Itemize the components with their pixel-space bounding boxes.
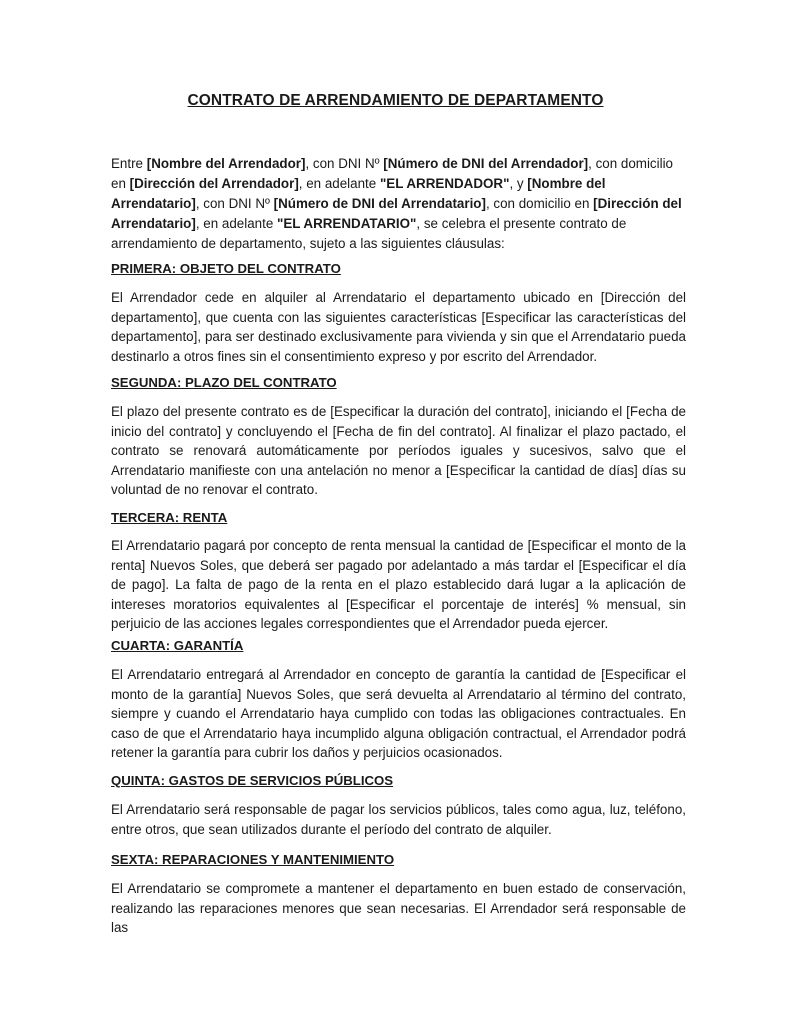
clause-text-quinta: El Arrendatario será responsable de pagar los servicios públicos, tales como agua, luz, teléfono, entre otros, que sean utilizados durante el período del contrato de alquiler. [111,802,686,837]
arrendatario-address-placeholder: [Dirección del Arrendatario] [111,196,682,231]
arrendador-address-placeholder: [Dirección del Arrendador] [129,176,299,191]
intro-text: , en adelante [298,176,380,191]
intro-text: , con domicilio en [111,156,673,191]
intro-text: , en adelante [195,216,277,231]
arrendatario-name-placeholder: [Nombre del Arrendatario] [111,176,606,211]
intro-text: , con DNI Nº [195,196,274,211]
arrendador-dni-placeholder: [Número de DNI del Arrendador] [383,156,589,171]
arrendador-alias: "EL ARRENDADOR" [379,176,510,191]
clause-text-segunda: El plazo del presente contrato es de [Especificar la duración del contrato], iniciando el [Fecha de inicio del contrato] y concluyendo el [Fecha de fin del contrato]. Al finalizar el plazo pactado, el contrato se renovará automáticamente por períodos iguales y sucesivos, salvo que el Arrendatario manifieste con una antelación no menor a [Especificar la cantidad de días] días su voluntad de no renovar el contrato. [111,404,686,498]
clause-heading-primera: PRIMERA: OBJETO DEL CONTRATO [111,261,341,276]
clause-text-sexta: El Arrendatario se compromete a mantener el departamento en buen estado de conservación, realizando las reparaciones menores que sean necesarias. El Arrendador será responsable de las [111,881,686,936]
clause-text-tercera: El Arrendatario pagará por concepto de renta mensual la cantidad de [Especificar el monto de la renta] Nuevos Soles, que deberá ser pagado por adelantado a más tardar el [Especificar el día de pago]. La falta de pago de la renta en el plazo establecido dará lugar a la aplicación de intereses moratorios equivalentes al [Especificar el porcentaje de interés] % mensual, sin perjuicio de las acciones legales correspondientes que el Arrendador pueda ejercer. [111,538,686,632]
intro-paragraph [111,154,687,254]
clause-heading-cuarta: CUARTA: GARANTÍA [111,638,244,653]
clause-text-cuarta: El Arrendatario entregará al Arrendador en concepto de garantía la cantidad de [Especificar el monto de la garantía] Nuevos Soles, que será devuelta al Arrendatario al término del contrato, siempre y cuando el Arrendatario haya cumplido con todas las obligaciones contractuales. En caso de que el Arrendatario haya incumplido alguna obligación contractual, el Arrendador podrá retener la garantía para cubrir los daños y perjuicios ocasionados. [111,667,686,761]
intro-text: , con DNI Nº [305,156,384,171]
arrendatario-alias: "EL ARRENDATARIO" [276,216,417,231]
intro-text: Entre [111,156,147,171]
document-title: CONTRATO DE ARRENDAMIENTO DE DEPARTAMENTO [187,92,604,109]
clause-heading-segunda: SEGUNDA: PLAZO DEL CONTRATO [111,375,337,390]
intro-text: , se celebra el presente contrato de arrendamiento de departamento, sujeto a las siguientes cláusulas: [111,216,627,251]
clause-heading-tercera: TERCERA: RENTA [111,510,228,525]
intro-text: , y [509,176,528,191]
clause-text-primera: El Arrendador cede en alquiler al Arrendatario el departamento ubicado en [Dirección del departamento], que cuenta con las siguientes características [Especificar las características del departamento], para ser destinado exclusivamente para vivienda y sin que el Arrendatario pueda destinarlo a otros fines sin el consentimiento expreso y por escrito del Arrendador. [111,290,686,364]
arrendador-name-placeholder: [Nombre del Arrendador] [146,156,306,171]
intro-text: , con domicilio en [485,196,594,211]
clause-heading-quinta: QUINTA: GASTOS DE SERVICIOS PÚBLICOS [111,773,394,788]
arrendatario-dni-placeholder: [Número de DNI del Arrendatario] [273,196,486,211]
clause-heading-sexta: SEXTA: REPARACIONES Y MANTENIMIENTO [111,852,395,867]
